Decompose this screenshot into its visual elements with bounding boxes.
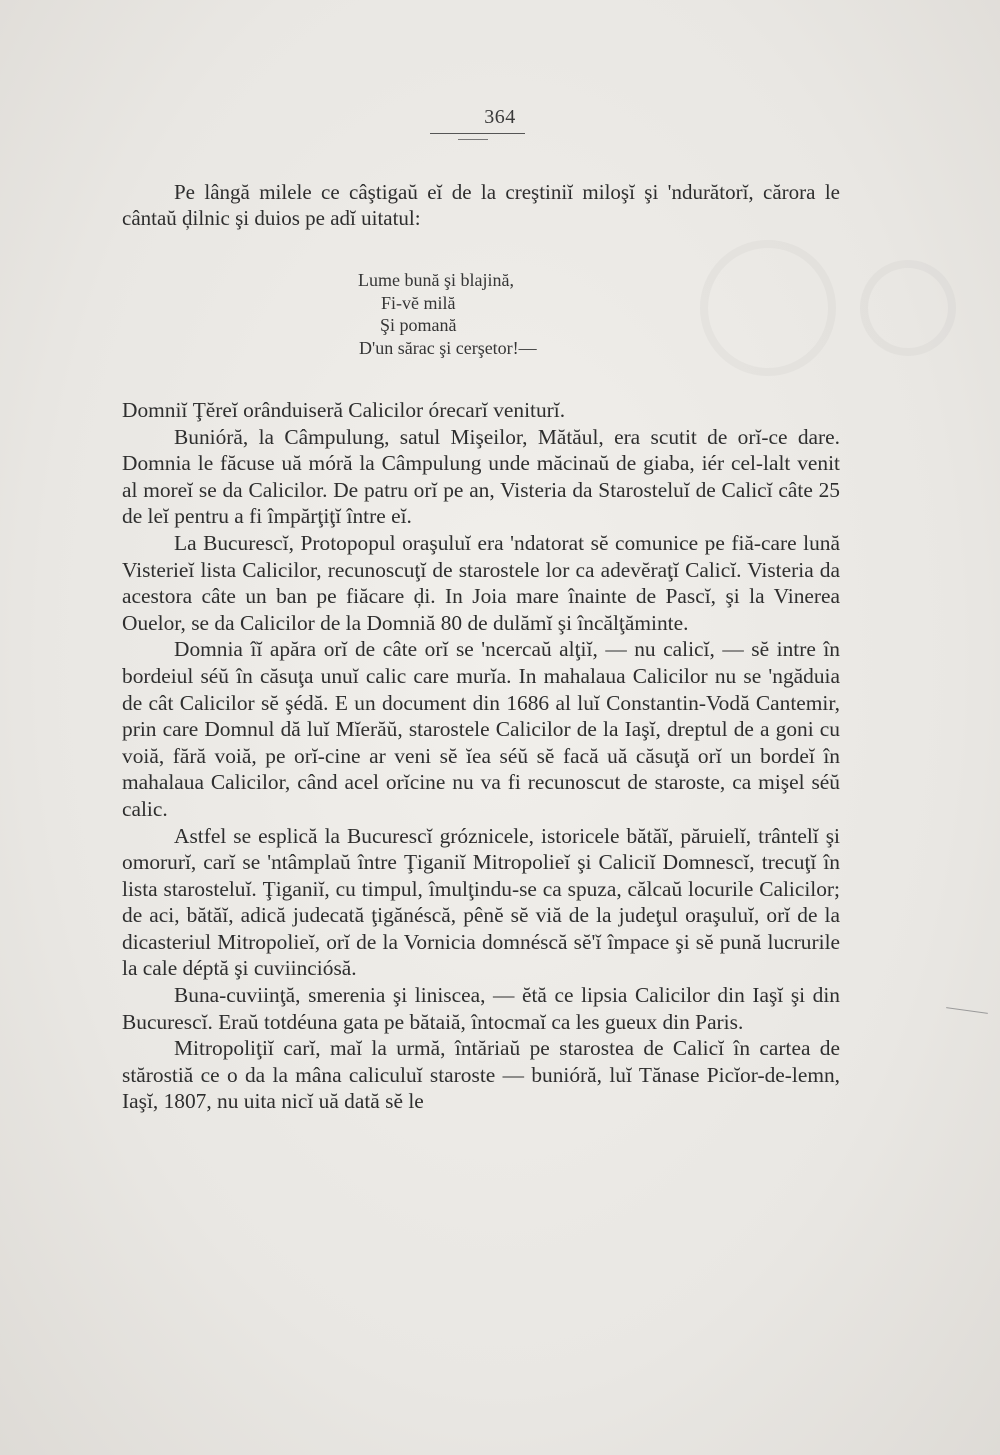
page-number: 364	[484, 106, 516, 128]
body-text	[122, 397, 840, 1115]
page-number-rule-short	[458, 139, 488, 140]
poem-line: Lume bună şi blajină,	[358, 270, 514, 290]
paragraph: Astfel se esplică la Bucurescĭ gróznicele, istoricele bătăĭ, păruielĭ, trântelĭ şi omorurĭ, carĭ se 'ntâmplaŭ între Ţiganiĭ Mitropolieĭ şi Caliciĭ Domnescĭ, trecuţĭ în lista starosteluĭ. Ţiganiĭ, cu timpul, îmulţindu-se ca spuza, călcaŭ locurile Calicilor; de aci, bătăĭ, adică judecată ţigănéscă, pênĕ sĕ viă de la judeţul oraşuluĭ, orĭ de la dicasteriul Mitropolieĭ, orĭ de la Vornicia domnéscă sĕ'ĭ împace şi sĕ pună lucrurile la cale déptă şi cuviinciósă.	[122, 823, 840, 981]
poem-verse	[355, 269, 537, 359]
paragraph: Bunióră, la Câmpulung, satul Mişeilor, Mătăul, era scutit de orĭ-ce dare. Domnia le făcuse uă móră la Câmpulung unde măcinaŭ de giaba, iér cel-lalt venit al moreĭ se da Calicilor. De patru orĭ pe an, Visteria da Starosteluĭ de Calicĭ câte 25 de leĭ pentru a fi împărţiţĭ între eĭ.	[122, 424, 840, 529]
poem-line: Fi-vĕ milă	[381, 292, 456, 313]
paragraph: Domnia îĭ apăra orĭ de câte orĭ se 'ncercaŭ alţiĭ, — nu calicĭ, — sĕ intre în bordeiul séŭ în căsuţa unuĭ calic care murĭa. In mahalaua Calicilor nu se 'ngăduia de cât Calicilor sĕ şédă. E un document din 1686 al luĭ Constantin-Vodă Cantemir, prin care Domnul dă luĭ Mĭerăŭ, starostele Calicilor de la Iaşĭ, dreptul de a goni cu voiă, fără voiă, pe orĭ-cine ar veni sĕ ĭea séŭ sĕ facă uă căsuţă orĭ un bordeĭ în mahalaua Calicilor, când acel orĭcine nu va fi recunoscut de staroste, ca mişel séŭ calic.	[122, 637, 840, 821]
paragraph: Domniĭ Ţĕreĭ orânduiseră Calicilor órecarĭ veniturĭ.	[122, 398, 566, 422]
bleed-through-mark	[860, 260, 956, 356]
paragraph: La Bucurescĭ, Protopopul oraşuluĭ era 'ndatorat sĕ comunice pe fiă-care lună Visterieĭ lista Calicilor, recunoscuţĭ de starostele lor ca adevĕraţĭ Calicĭ. Visteria da acestora câte un ban pe fiăcare ḑi. In Joia mare înainte de Pascĭ, şi la Vinerea Ouelor, se da Calicilor de la Domniă 80 de dulămĭ şi încălţăminte.	[122, 530, 840, 635]
poem-line: Şi pomană	[380, 315, 457, 335]
paragraph: Mitropoliţiĭ carĭ, maĭ la urmă, întăriaŭ pe starostea de Calicĭ în cartea de stărostiă ce o da la mâna caliculuĭ staroste — bunióră, luĭ Tănase Picĭor-de-lemn, Iaşĭ, 1807, nu uita nicĭ uă dată sĕ le	[122, 1036, 840, 1114]
poem-line: D'un sărac şi cerşetor!—	[359, 337, 537, 358]
page-number-rule	[430, 133, 525, 134]
intro-paragraph: Pe lângă milele ce câştigaŭ eĭ de la creştiniĭ miloşĭ şi 'ndurătorĭ, cărora le cântaŭ ḑilnic şi duios pe adĭ uitatul:	[122, 180, 840, 231]
margin-scan-mark	[946, 1007, 988, 1014]
paragraph: Buna-cuviinţă, smerenia şi liniscea, — ĕtă ce lipsia Calicilor din Iaşĭ şi din Bucurescĭ. Eraŭ totdéuna gata pe bătaiă, întocmaĭ ca les gueux din Paris.	[122, 983, 840, 1034]
intro-paragraph-block	[122, 179, 840, 232]
bleed-through-mark	[700, 240, 836, 376]
